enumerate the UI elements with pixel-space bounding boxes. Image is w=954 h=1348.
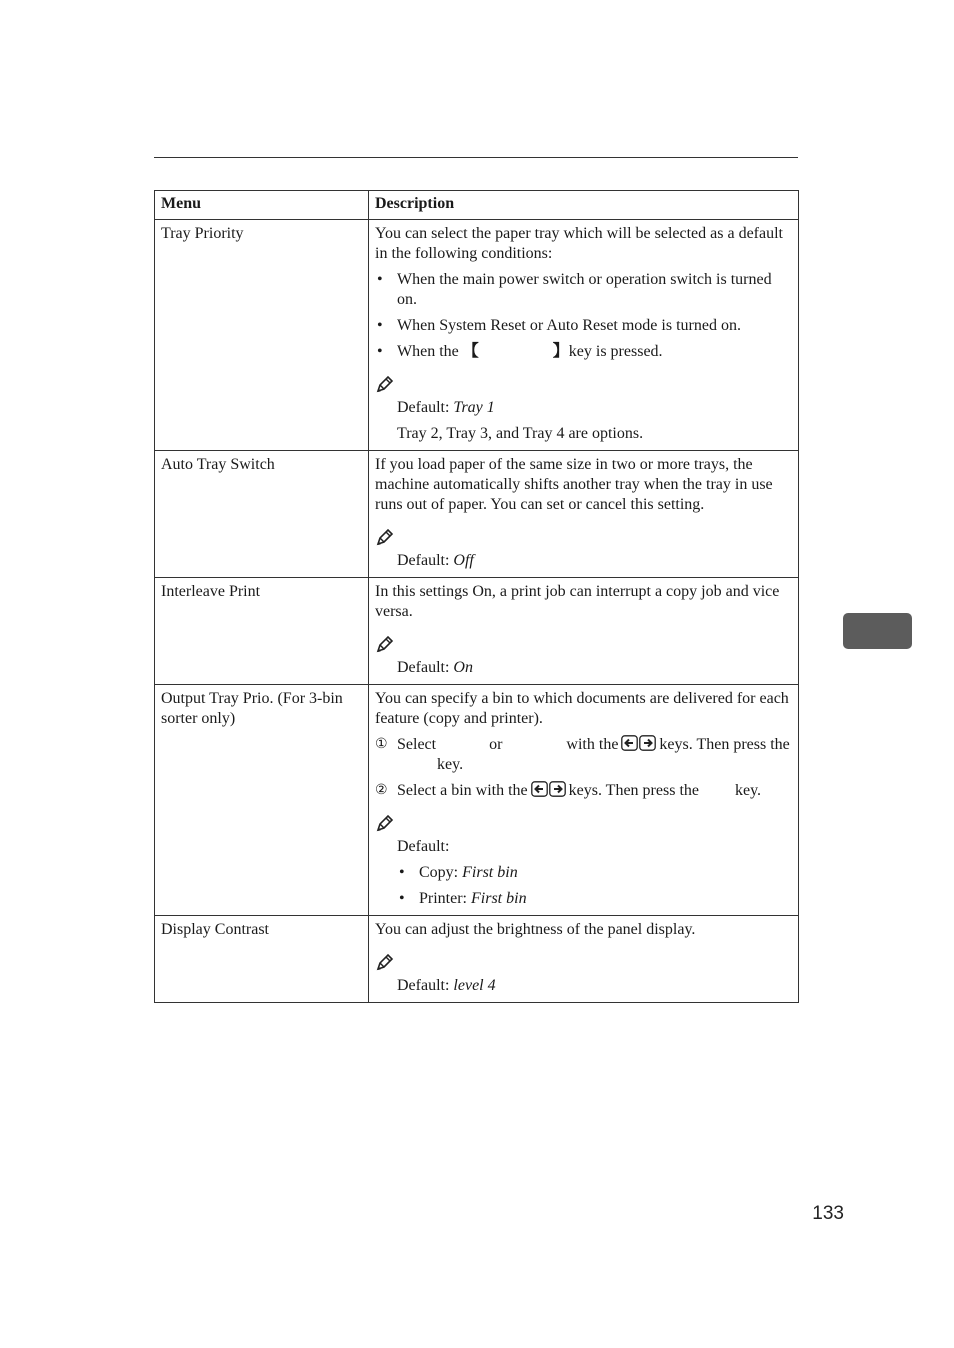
default-value: Tray 1	[453, 399, 495, 416]
header-description: Description	[369, 191, 799, 220]
default-label: Default:	[397, 977, 450, 994]
step-1	[375, 735, 792, 775]
left-right-arrow-keys-icon	[531, 781, 566, 797]
description-text: You can specify a bin to which documents are delivered for each feature (copy and printer).	[375, 690, 789, 727]
step-text: Select a bin with the	[397, 782, 528, 799]
default-value: On	[453, 659, 473, 676]
table-row	[155, 578, 799, 685]
left-right-arrow-keys-icon	[621, 735, 656, 751]
description-cell-interleave-print	[369, 578, 799, 685]
list-item: • When the main power switch or operation switch is turned on.	[375, 270, 792, 310]
key-bracket-close: 】	[552, 343, 569, 360]
list-item: • When System Reset or Auto Reset mode is turned on.	[375, 316, 792, 336]
key-prefix: When the	[397, 343, 459, 360]
step-number: ①	[375, 737, 388, 752]
printer-value: First bin	[471, 890, 527, 907]
description-cell-output-tray-prio	[369, 685, 799, 916]
menu-cell-auto-tray-switch: Auto Tray Switch	[155, 451, 369, 578]
pencil-note-icon	[375, 813, 792, 835]
default-label: Default:	[397, 399, 450, 416]
page-number: 133	[812, 1203, 844, 1224]
note-body	[375, 837, 792, 857]
note-body	[375, 398, 792, 444]
step-2	[375, 781, 792, 801]
list-item	[397, 889, 792, 909]
header-menu: Menu	[155, 191, 369, 220]
pencil-note-icon	[375, 527, 792, 549]
default-label: Default:	[397, 838, 450, 855]
list-item	[397, 863, 792, 883]
default-line	[397, 398, 792, 418]
settings-table	[154, 190, 799, 1003]
step-text: keys. Then press the	[568, 782, 699, 799]
key-bracket-open: 【	[462, 343, 479, 360]
description-cell-display-contrast	[369, 916, 799, 1003]
table-row	[155, 916, 799, 1003]
default-label: Default:	[397, 552, 450, 569]
pencil-note-icon	[375, 952, 792, 974]
chapter-tab	[843, 613, 912, 649]
description-cell-auto-tray-switch	[369, 451, 799, 578]
step-text: key.	[734, 782, 762, 799]
copy-label: Copy:	[419, 864, 459, 881]
default-value: level 4	[453, 977, 496, 994]
menu-cell-display-contrast: Display Contrast	[155, 916, 369, 1003]
menu-cell-interleave-print: Interleave Print	[155, 578, 369, 685]
description-text: You can select the paper tray which will be selected as a default in the following conditions:	[375, 225, 783, 262]
header-rule	[154, 157, 798, 158]
description-text: If you load paper of the same size in two or more trays, the machine automatically shifts another tray when the tray in use runs out of paper. You can set or cancel this setting.	[375, 456, 773, 513]
menu-cell-tray-priority: Tray Priority	[155, 220, 369, 451]
default-line	[397, 976, 792, 996]
pencil-note-icon	[375, 634, 792, 656]
list-item	[375, 342, 792, 362]
step-text: or	[489, 736, 503, 753]
table-row	[155, 451, 799, 578]
menu-cell-output-tray-prio: Output Tray Prio. (For 3-bin sorter only)	[155, 685, 369, 916]
table-row	[155, 685, 799, 916]
default-label: Default:	[397, 659, 450, 676]
step-text: with the	[566, 736, 619, 753]
pencil-note-icon	[375, 374, 792, 396]
printer-label: Printer:	[419, 890, 467, 907]
copy-value: First bin	[462, 864, 518, 881]
default-line	[397, 658, 792, 678]
default-value: Off	[453, 552, 474, 569]
key-suffix: key is pressed.	[568, 343, 663, 360]
options-note: Tray 2, Tray 3, and Tray 4 are options.	[397, 425, 644, 442]
note-body	[375, 658, 792, 678]
note-body	[375, 551, 792, 571]
condition-list	[375, 270, 792, 362]
description-text: You can adjust the brightness of the panel display.	[375, 921, 696, 938]
description-cell-tray-priority	[369, 220, 799, 451]
step-text: Select	[397, 736, 437, 753]
step-number: ②	[375, 783, 388, 798]
default-list	[397, 863, 792, 909]
description-text: In this settings On, a print job can interrupt a copy job and vice versa.	[375, 583, 780, 620]
note-body	[375, 976, 792, 996]
step-text: key.	[437, 756, 464, 773]
step-text: keys. Then press the	[659, 736, 790, 753]
table-row	[155, 220, 799, 451]
table-header-row	[155, 191, 799, 220]
default-line	[397, 551, 792, 571]
